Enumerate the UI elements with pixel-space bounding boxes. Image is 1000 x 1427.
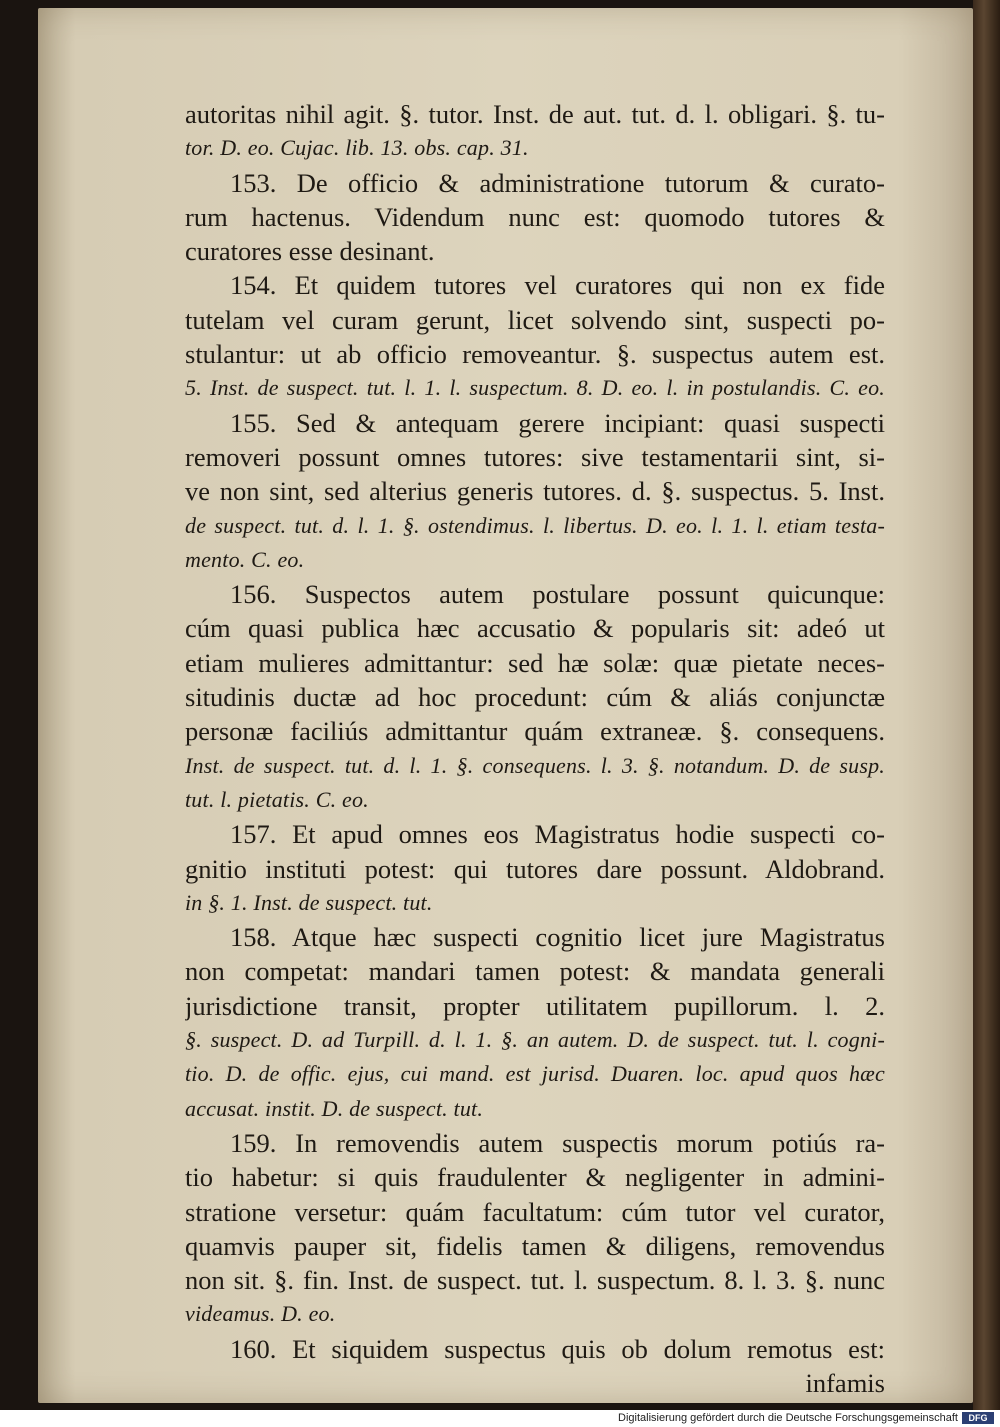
text-line: 156. Suspectos autem postulare possunt quicunque: (230, 579, 885, 610)
text-line: accusat. instit. D. de suspect. tut. (185, 1095, 484, 1121)
text-line: ve non sint, sed alterius generis tutores. d. §. suspectus. 5. Inst. (185, 476, 885, 507)
text-line: 5. Inst. de suspect. tut. l. 1. l. suspectum. 8. D. eo. l. in postulandis. C. eo. (185, 375, 885, 401)
text-line: 155. Sed & antequam gerere incipiant: quasi suspecti (230, 407, 885, 438)
text-line: in §. 1. Inst. de suspect. tut. (185, 889, 433, 915)
text-line: 154. Et quidem tutores vel curatores qui non ex fide (230, 270, 885, 301)
text-line: stratione versetur: quám facultatum: cúm tutor vel curator, (185, 1196, 885, 1227)
text-line: non sit. §. fin. Inst. de suspect. tut. l. suspectum. 8. l. 3. §. nunc (185, 1265, 885, 1296)
text-line: mento. C. eo. (185, 546, 305, 572)
book-edge (973, 0, 1000, 1410)
text-line: §. suspect. D. ad Turpill. d. l. 1. §. an autem. D. de suspect. tut. l. cogni- (185, 1027, 885, 1053)
text-line: quamvis pauper sit, fidelis tamen & diligens, removendus (185, 1230, 885, 1261)
text-line: curatores esse desinant. (185, 236, 435, 267)
text-line: removeri possunt omnes tutores: sive testamentarii sint, si- (185, 441, 885, 472)
text-line: rum hactenus. Videndum nunc est: quomodo tutores & (185, 201, 885, 232)
text-line: 153. De officio & administratione tutorum & curato- (230, 167, 885, 198)
text-line: stulantur: ut ab officio removeantur. §. suspectus autem est. (185, 339, 885, 370)
dfg-logo-icon: DFG (962, 1412, 994, 1424)
text-line: 158. Atque hæc suspecti cognitio licet jure Magistratus (230, 922, 885, 953)
text-line: etiam mulieres admittantur: sed hæ solæ: quæ pietate neces- (185, 647, 885, 678)
page-text (185, 97, 885, 1400)
text-line: 160. Et siquidem suspectus quis ob dolum remotus est: (230, 1333, 885, 1364)
text-line: tio. D. de offic. ejus, cui mand. est jurisd. Duaren. loc. apud quos hæc (185, 1061, 885, 1087)
text-line: tut. l. pietatis. C. eo. (185, 786, 369, 812)
text-line: gnitio instituti potest: qui tutores dare possunt. Aldobrand. (185, 853, 885, 884)
text-line: videamus. D. eo. (185, 1301, 336, 1327)
text-line: Inst. de suspect. tut. d. l. 1. §. consequens. l. 3. §. notandum. D. de susp. (185, 752, 885, 778)
text-line: personæ faciliús admittantur quám extraneæ. §. consequens. (185, 716, 885, 747)
text-line: situdinis ductæ ad hoc procedunt: cúm & aliás conjunctæ (185, 682, 885, 713)
text-line: de suspect. tut. d. l. 1. §. ostendimus. l. libertus. D. eo. l. 1. l. etiam testa- (185, 512, 885, 538)
text-line: 157. Et apud omnes eos Magistratus hodie suspecti co- (230, 819, 885, 850)
text-line: infamis (805, 1367, 885, 1398)
text-line: jurisdictione transit, propter utilitatem pupillorum. l. 2. (185, 990, 885, 1021)
text-line: tor. D. eo. Cujac. lib. 13. obs. cap. 31. (185, 135, 529, 161)
footer-bar (0, 1410, 1000, 1427)
text-line: tutelam vel curam gerunt, licet solvendo sint, suspecti po- (185, 304, 885, 335)
text-line: autoritas nihil agit. §. tutor. Inst. de aut. tut. d. l. obligari. §. tu- (185, 99, 885, 129)
text-line: 159. In removendis autem suspectis morum potiús ra- (230, 1127, 885, 1158)
text-line: cúm quasi publica hæc accusatio & popularis sit: adeó ut (185, 613, 885, 644)
footer-credit: Digitalisierung gefördert durch die Deutsche Forschungsgemeinschaft (618, 1412, 958, 1424)
text-line: non competat: mandari tamen potest: & mandata generali (185, 956, 885, 987)
text-line: tio habetur: si quis fraudulenter & negligenter in admini- (185, 1162, 885, 1193)
